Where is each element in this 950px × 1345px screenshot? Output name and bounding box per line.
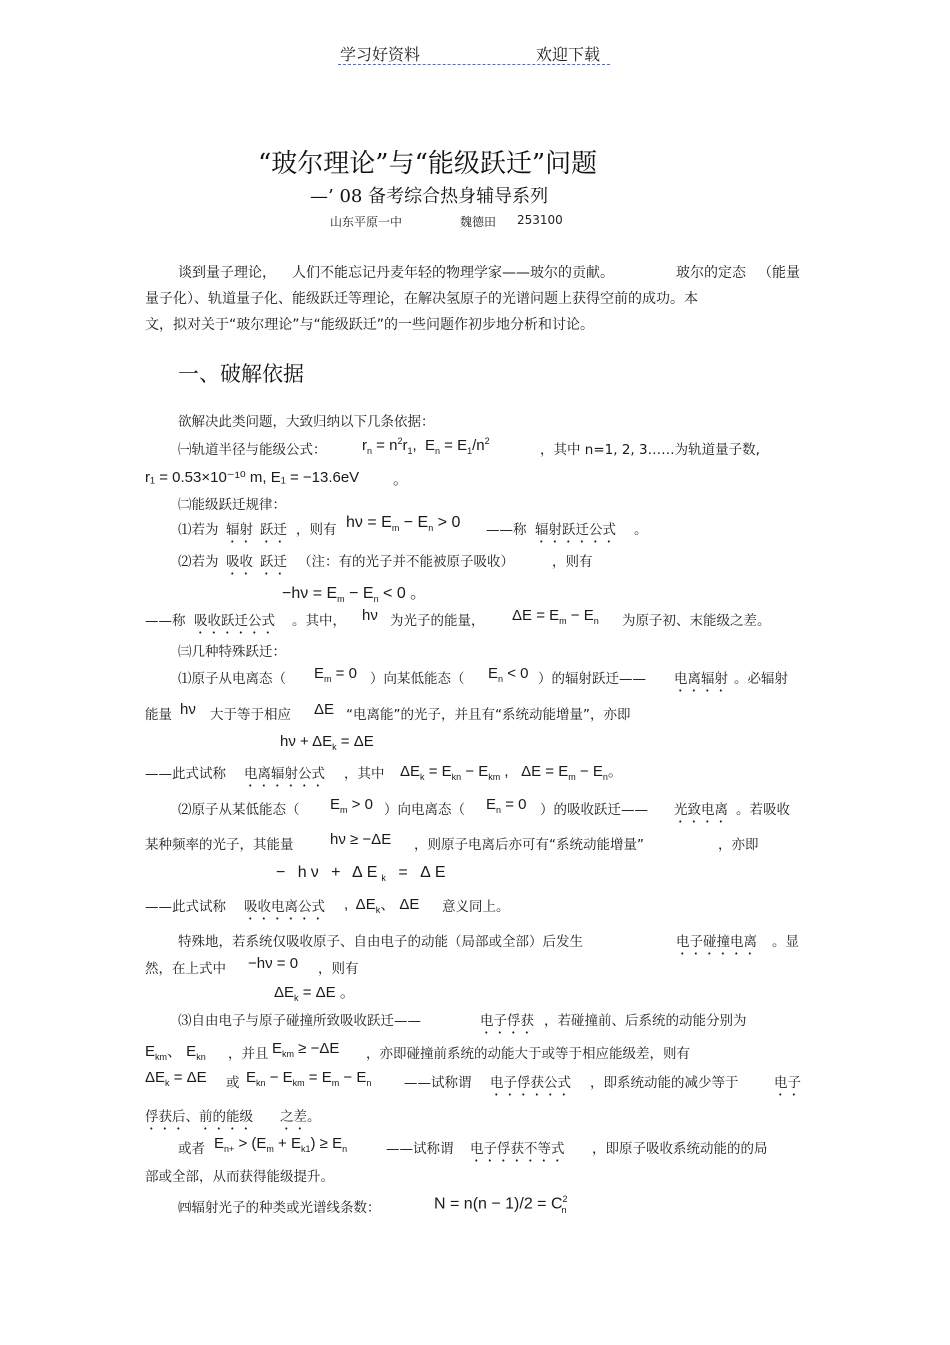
author-school: 山东平原一中	[330, 215, 403, 229]
item-heading: ㈣辐射光子的种类或光谱线条数：	[178, 1200, 381, 1216]
emphasis-text: 俘获后、前的能级	[145, 1109, 253, 1125]
emphasis-text: 辐射跃迁公式	[535, 522, 616, 538]
paragraph-text: ⑴若为	[178, 522, 219, 538]
paragraph-text: ，若碰撞前、后系统的动能分别为	[544, 1013, 747, 1029]
paragraph-text: ⑵若为	[178, 554, 219, 570]
emphasis-text: 跃迁	[260, 554, 287, 570]
emphasis-text: 电子碰撞电离	[676, 934, 757, 950]
section-heading: 一、破解依据	[178, 362, 304, 386]
paragraph-text: 。显	[772, 934, 799, 950]
page-title: “玻尔理论”与“能级跃迁”问题	[258, 149, 598, 179]
formula: $h\nu + \Delta E_k = \Delta E$	[280, 733, 374, 752]
formula: hν	[180, 701, 196, 718]
intro-text: 文，拟对关于“玻尔理论”与“能级跃迁”的一些问题作初步地分析和讨论。	[145, 317, 595, 333]
paragraph-text: ，亦即	[718, 837, 759, 853]
paragraph-text: 欲解决此类问题，大致归纳以下几条依据：	[178, 414, 435, 430]
formula: $E_{km} \ge -\Delta E$	[272, 1040, 340, 1059]
paragraph-text: ——试称谓	[386, 1141, 454, 1157]
paragraph-text: ——此式试称	[145, 899, 226, 915]
intro-text: 玻尔的定态	[676, 265, 746, 281]
paragraph-text: ——此式试称	[145, 766, 226, 782]
paragraph-text: ）向某低能态（	[370, 671, 465, 687]
punctuation: 。	[393, 471, 409, 488]
formula: , $\Delta E_k$、 ΔE	[344, 896, 420, 915]
paragraph-text: 或	[226, 1075, 240, 1091]
paragraph-text: 。其中，	[292, 613, 346, 629]
header-divider	[338, 64, 610, 65]
emphasis-text: 辐射	[226, 522, 253, 538]
paragraph-text: ——称	[145, 613, 186, 629]
formula: ΔE	[314, 701, 335, 718]
paragraph-text: ，亦即碰撞前系统的动能大于或等于相应能级差，则有	[366, 1046, 690, 1062]
formula: $E_{n+} > (E_m + E_{k1}) \ge E_n$	[214, 1135, 348, 1154]
paragraph-text: 某种频率的光子，其能量	[145, 837, 294, 853]
paragraph-text: 。必辐射	[734, 671, 788, 687]
paragraph-text: 意义同上。	[442, 899, 510, 915]
formula: $r_n = n^2r_1$, $E_n = E_1/n^2$	[362, 436, 490, 456]
emphasis-text: 电离辐射	[674, 671, 728, 687]
formula: $E_{kn} - E_{km} = E_m - E_n$	[246, 1069, 372, 1088]
emphasis-text: 电子	[774, 1075, 801, 1091]
formula: $\Delta E_k = \Delta E$ 。	[274, 984, 355, 1003]
paragraph-text: ——试称谓	[404, 1075, 472, 1091]
paragraph-text: 部或全部，从而获得能级提升。	[145, 1169, 334, 1185]
paragraph-text: 特殊地，若系统仅吸收原子、自由电子的动能（局部或全部）后发生	[178, 934, 583, 950]
intro-text: （能量	[758, 265, 800, 281]
paragraph-text: ，则有	[318, 961, 359, 977]
emphasis-text: 光致电离	[674, 802, 728, 818]
paragraph-text: 为原子初、末能级之差。	[622, 613, 771, 629]
item-heading: ㈢几种特殊跃迁：	[178, 644, 286, 660]
formula: $\Delta E_k = \Delta E$	[145, 1069, 207, 1088]
punctuation: 。	[634, 522, 648, 538]
paragraph-text: ，则有	[552, 554, 593, 570]
paragraph-text: ，其中	[344, 766, 385, 782]
intro-text: 量子化）、轨道量子化、能级跃迁等理论，在解决氢原子的光谱问题上获得空前的成功。本	[145, 291, 698, 307]
author-code: 253100	[517, 213, 563, 227]
item-heading: ㈠轨道半径与能级公式：	[178, 442, 327, 458]
paragraph-text: 为光子的能量，	[390, 613, 485, 629]
paragraph-text: ——称	[486, 522, 527, 538]
paragraph-text: ）向电离态（	[384, 802, 465, 818]
formula: $\Delta E_k = E_{kn} - E_{km}$ , $\Delta E = E_m - E_n$。	[400, 763, 623, 782]
formula: $E_n = 0$	[486, 796, 527, 815]
formula: $N = n(n - 1)/2 = C^2_n$	[434, 1194, 568, 1215]
formula: − $h\nu + \Delta E_k = \Delta E$	[276, 864, 450, 884]
paragraph-text: ⑶自由电子与原子碰撞所致吸收跃迁——	[178, 1013, 421, 1029]
emphasis-text: 吸收电离公式	[244, 899, 325, 915]
formula: $\Delta E = E_m - E_n$	[512, 607, 599, 626]
paragraph-text: ⑵原子从某低能态（	[178, 802, 300, 818]
emphasis-text: 电子俘获	[480, 1013, 534, 1029]
paragraph-text: 或者	[178, 1141, 205, 1157]
paragraph-text: ，则原子电离后亦可有“系统动能增量”	[414, 837, 644, 853]
formula: $E_n < 0$	[488, 665, 529, 684]
formula: r₁ = 0.53×10⁻¹⁰ m, E₁ = −13.6eV	[145, 469, 360, 486]
paragraph-text: ，其中 n=1, 2, 3……为轨道量子数,	[540, 442, 760, 458]
header-right: 欢迎下载	[536, 45, 601, 64]
paragraph-text: 然，在上式中	[145, 961, 226, 977]
paragraph-text: ，则有	[296, 522, 337, 538]
emphasis-text: 电子俘获公式	[490, 1075, 571, 1091]
intro-text: 谈到量子理论，	[178, 265, 276, 281]
paragraph-text: 大于等于相应	[210, 707, 291, 723]
formula: $h\nu = E_m - E_n > 0$	[346, 514, 461, 534]
formula: $-h\nu = E_m - E_n < 0$ 。	[282, 585, 427, 605]
formula: $E_m > 0$	[330, 796, 373, 815]
formula: hν	[362, 607, 378, 624]
paragraph-text: ，即系统动能的减少等于	[590, 1075, 739, 1091]
paragraph-text: ，即原子吸收系统动能的的局	[592, 1141, 768, 1157]
paragraph-text: （注：有的光子并不能被原子吸收）	[298, 554, 514, 570]
page-subtitle: —’ 08 备考综合热身辅导系列	[310, 186, 549, 207]
paragraph-text: 。若吸收	[736, 802, 790, 818]
formula: −hν = 0	[248, 955, 299, 972]
emphasis-text: 吸收跃迁公式	[194, 613, 275, 629]
emphasis-text: 跃迁	[260, 522, 287, 538]
author-name: 魏德田	[460, 215, 497, 229]
paragraph-text: ，并且	[228, 1046, 269, 1062]
header-left: 学习好资料	[340, 45, 421, 64]
emphasis-text: 电子俘获不等式	[470, 1141, 565, 1157]
emphasis-text: 吸收	[226, 554, 253, 570]
formula: $E_{km}$、 $E_{kn}$	[145, 1043, 206, 1062]
paragraph-text: “电离能”的光子，并且有“系统动能增量”，亦即	[346, 707, 631, 723]
emphasis-text: 电离辐射公式	[244, 766, 325, 782]
paragraph-text: ）的辐射跃迁——	[538, 671, 646, 687]
item-heading: ㈡能级跃迁规律：	[178, 497, 286, 513]
paragraph-text: ）的吸收跃迁——	[540, 802, 648, 818]
formula: hν ≥ −ΔE	[330, 831, 392, 848]
paragraph-text: 能量	[145, 707, 172, 723]
formula: $E_m = 0$	[314, 665, 357, 684]
emphasis-text: 之差。	[280, 1109, 321, 1125]
paragraph-text: ⑴原子从电离态（	[178, 671, 286, 687]
intro-text: 人们不能忘记丹麦年轻的物理学家——玻尔的贡献。	[292, 265, 614, 281]
